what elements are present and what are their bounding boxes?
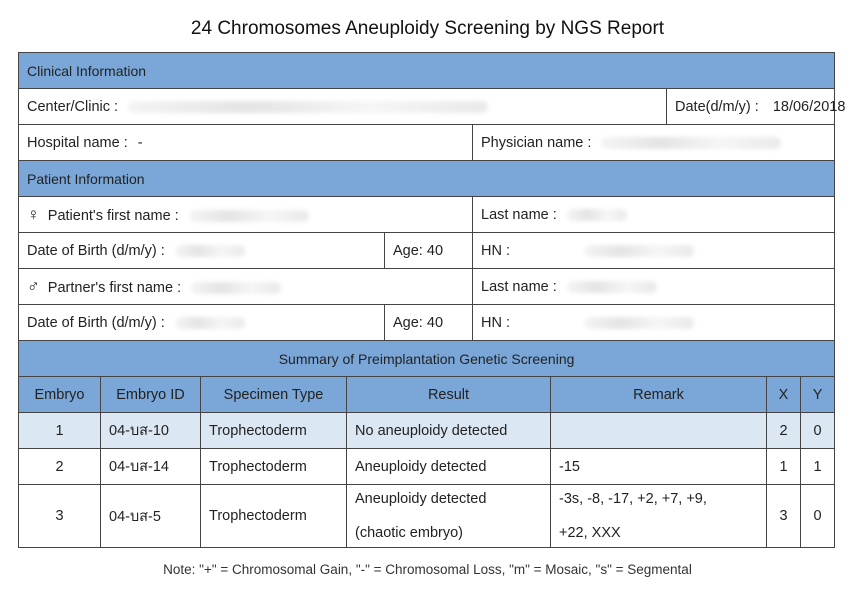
partner-last-name-cell <box>473 269 835 305</box>
table-row <box>19 485 835 548</box>
patient-age-value: 40 <box>426 242 444 259</box>
redacted-physician-name <box>601 137 781 149</box>
specimen-type: Trophectoderm <box>201 413 347 449</box>
column-header-specimen-type: Specimen Type <box>201 377 347 413</box>
hospital-row <box>19 125 835 161</box>
result: Aneuploidy detected <box>347 449 551 485</box>
center-row <box>19 89 835 125</box>
table-row <box>19 449 835 485</box>
embryo-number: 3 <box>19 485 101 548</box>
patient-last-name-cell <box>473 197 835 233</box>
redacted-partner-hn <box>584 317 694 329</box>
redacted-patient-last-name <box>567 209 627 221</box>
footnote: Note: "+" = Chromosomal Gain, "-" = Chromosomal Loss, "m" = Mosaic, "s" = Segmental <box>163 562 692 577</box>
remark <box>551 413 767 449</box>
redacted-patient-dob <box>175 245 245 257</box>
x-count: 3 <box>767 485 801 548</box>
date-cell <box>667 89 846 125</box>
result <box>347 485 551 548</box>
summary-column-header-row <box>19 377 835 413</box>
patient-info-header: Patient Information <box>19 161 835 197</box>
partner-hn-cell <box>473 305 835 341</box>
partner-first-name-cell <box>19 269 473 305</box>
partner-age-cell <box>385 305 473 341</box>
patient-first-name-cell <box>19 197 473 233</box>
center-clinic-cell <box>19 89 667 125</box>
patient-dob-label: Date of Birth (d/m/y) : <box>27 242 165 259</box>
redacted-center-name <box>128 101 488 113</box>
column-header-embryo: Embryo <box>19 377 101 413</box>
y-count: 0 <box>801 413 835 449</box>
y-count: 0 <box>801 485 835 548</box>
partner-dob-cell <box>19 305 385 341</box>
patient-hn-cell <box>473 233 835 269</box>
remark <box>551 485 767 548</box>
partner-dob-row <box>19 305 835 341</box>
summary-header: Summary of Preimplantation Genetic Screening <box>19 341 835 377</box>
date-value: 18/06/2018 <box>772 98 846 115</box>
embryo-id: 04-บส-14 <box>101 449 201 485</box>
patient-first-name-label: Patient's first name : <box>47 207 179 224</box>
report-table <box>18 52 846 548</box>
patient-dob-row <box>19 233 835 269</box>
redacted-partner-dob <box>175 317 245 329</box>
result: No aneuploidy detected <box>347 413 551 449</box>
patient-name-row <box>19 197 835 233</box>
center-clinic-label: Center/Clinic : <box>27 98 119 115</box>
table-row <box>19 413 835 449</box>
partner-name-row <box>19 269 835 305</box>
patient-age-cell <box>385 233 473 269</box>
hospital-label: Hospital name : <box>27 134 128 151</box>
column-header-result: Result <box>347 377 551 413</box>
summary-header-row <box>19 341 835 377</box>
redacted-patient-first-name <box>189 210 309 222</box>
patient-age-label: Age: <box>393 242 423 259</box>
redacted-patient-hn <box>584 245 694 257</box>
hospital-value: - <box>137 134 143 151</box>
remark: -15 <box>551 449 767 485</box>
partner-last-name-label: Last name : <box>481 278 557 295</box>
partner-first-name-label: Partner's first name : <box>47 279 182 296</box>
column-header-y: Y <box>801 377 835 413</box>
embryo-id: 04-บส-5 <box>101 485 201 548</box>
specimen-type: Trophectoderm <box>201 449 347 485</box>
y-count: 1 <box>801 449 835 485</box>
patient-hn-label: HN : <box>481 242 510 259</box>
report-title: 24 Chromosomes Aneuploidy Screening by NGS Report <box>190 18 665 39</box>
clinical-info-header: Clinical Information <box>19 53 835 89</box>
embryo-number: 1 <box>19 413 101 449</box>
patient-dob-cell <box>19 233 385 269</box>
embryo-number: 2 <box>19 449 101 485</box>
patient-last-name-label: Last name : <box>481 206 557 223</box>
partner-hn-label: HN : <box>481 314 510 331</box>
physician-cell <box>473 125 835 161</box>
column-header-remark: Remark <box>551 377 767 413</box>
result-line-1: Aneuploidy detected <box>355 491 487 507</box>
hospital-cell <box>19 125 473 161</box>
column-header-x: X <box>767 377 801 413</box>
partner-dob-label: Date of Birth (d/m/y) : <box>27 314 165 331</box>
male-icon: ♂ <box>27 276 40 296</box>
date-label: Date(d/m/y) : <box>675 98 759 115</box>
embryo-id: 04-บส-10 <box>101 413 201 449</box>
partner-age-value: 40 <box>426 314 444 331</box>
redacted-partner-last-name <box>567 281 657 293</box>
female-icon: ♀ <box>27 204 40 224</box>
remark-line-1: -3s, -8, -17, +2, +7, +9, <box>559 491 707 507</box>
clinical-info-header-row <box>19 53 835 89</box>
x-count: 1 <box>767 449 801 485</box>
specimen-type: Trophectoderm <box>201 485 347 548</box>
x-count: 2 <box>767 413 801 449</box>
column-header-embryo-id: Embryo ID <box>101 377 201 413</box>
partner-age-label: Age: <box>393 314 423 331</box>
physician-label: Physician name : <box>481 134 592 151</box>
remark-line-2: +22, XXX <box>559 525 621 541</box>
result-line-2: (chaotic embryo) <box>355 525 463 541</box>
redacted-partner-first-name <box>191 282 281 294</box>
patient-info-header-row <box>19 161 835 197</box>
